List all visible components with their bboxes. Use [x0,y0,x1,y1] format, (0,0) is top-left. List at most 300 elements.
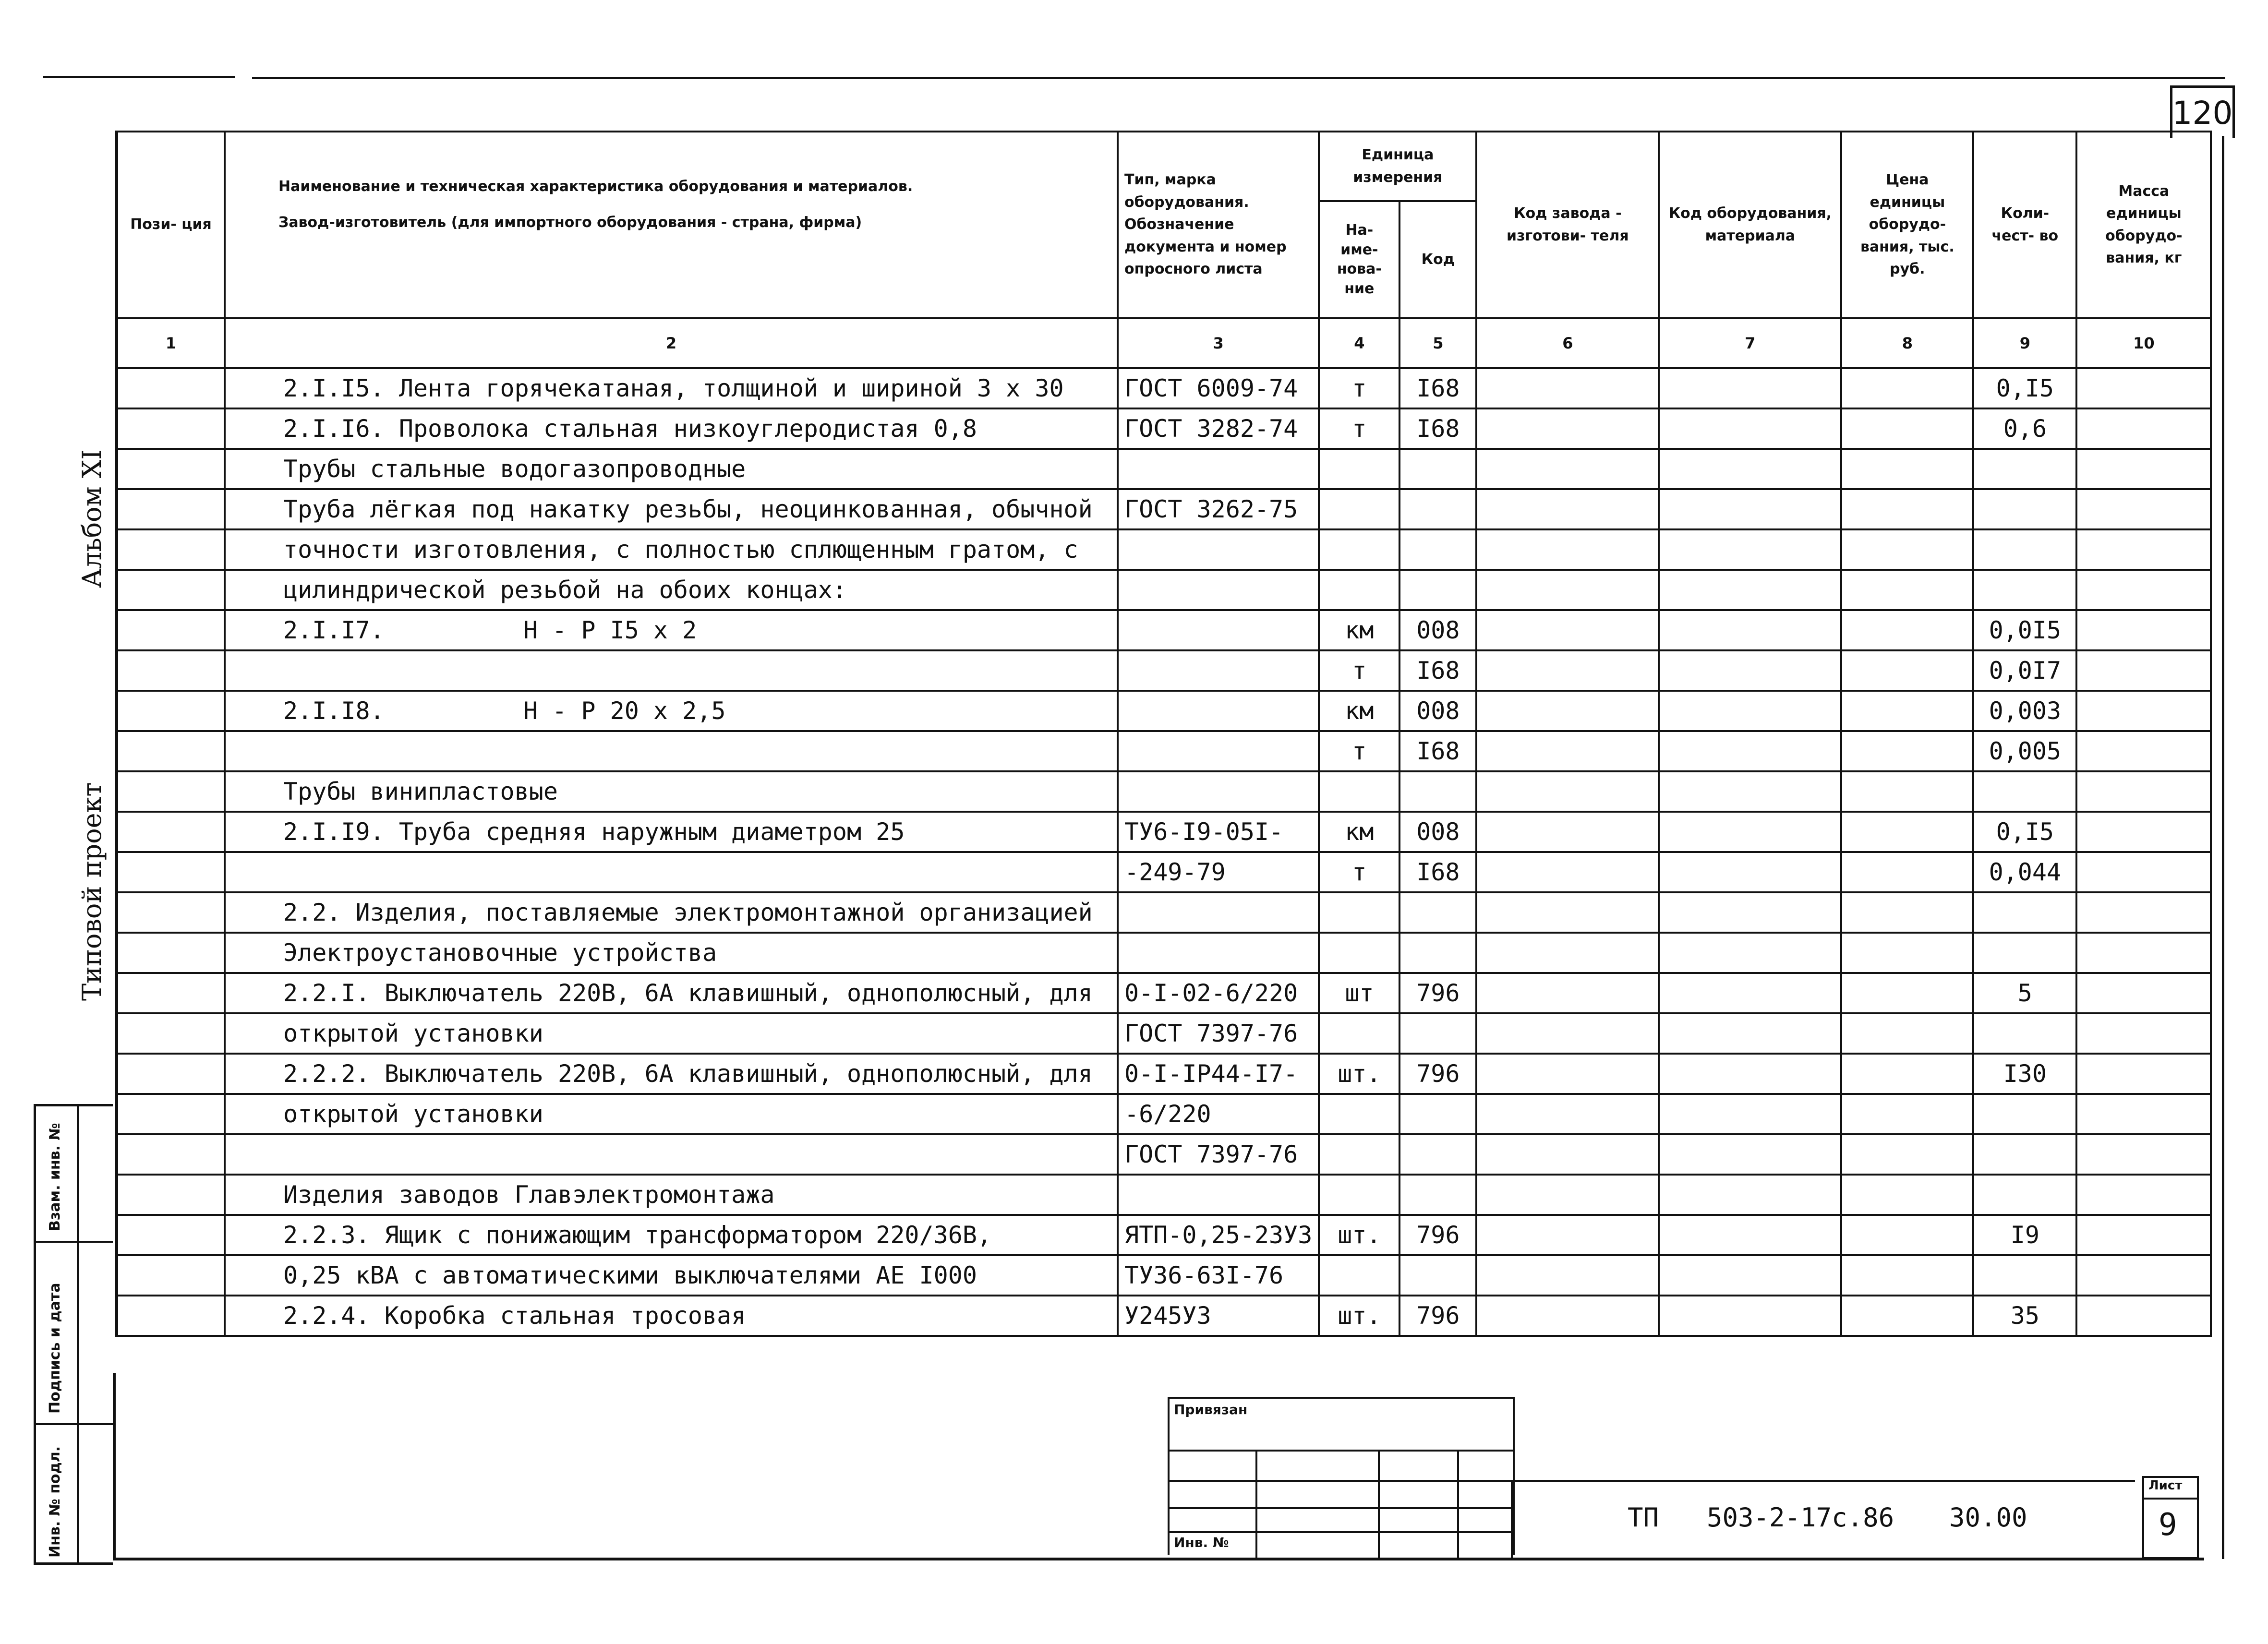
cell-mass [2076,852,2211,892]
title-block-hline [1511,1480,2135,1482]
table-row [117,771,2211,812]
cell-name [225,489,1118,529]
cell-type [1118,570,1319,610]
row-code-text: 008 [1416,697,1460,725]
row-position-number: 2.I.I7. [283,616,385,644]
cell-name [225,731,1118,771]
header-position: Пози- ция [117,132,225,318]
cell-type [1118,731,1319,771]
cell-quantity [1973,449,2076,489]
table-row [117,368,2211,408]
cell-unit [1319,1255,1399,1296]
cell-position [117,933,225,973]
cell-unit [1319,408,1399,449]
row-name-text: Электроустановочные устройства [283,939,717,967]
cell-material-code [1659,650,1841,691]
cell-position [117,691,225,731]
header-units-group [1319,132,1476,318]
header-name [225,132,1118,318]
row-name-text: Ящик с понижающим трансформатором 220/36В, [384,1221,992,1249]
cell-price [1841,408,1973,449]
sheet-number: 9 [2159,1507,2177,1543]
cell-code [1399,1215,1476,1255]
cell-type [1118,529,1319,570]
cell-unit [1319,933,1399,973]
cell-code [1399,691,1476,731]
header-unit-name: На- име- нова- ние [1320,202,1400,317]
cell-position [117,1013,225,1054]
cell-price [1841,973,1973,1013]
cell-price [1841,1054,1973,1094]
sheet-box-line [2142,1498,2199,1500]
cell-mass [2076,1296,2211,1336]
cell-price [1841,1013,1973,1054]
row-type-text: ЯТП-0,25-23У3 [1124,1221,1313,1249]
cell-material-code [1659,368,1841,408]
stamp-label-podpis: Подпись и дата [47,1283,63,1414]
table-row [117,529,2211,570]
header-unit-code: Код [1421,251,1455,268]
cell-material-code [1659,892,1841,933]
row-name-text: Выключатель 220В, 6А клавишный, однополюсный, для [384,1060,1093,1088]
cell-factory-code [1476,1175,1659,1215]
row-unit-text: т [1352,374,1367,402]
cell-type [1118,408,1319,449]
cell-code [1399,610,1476,650]
row-type-text: ТУ6-I9-05I- [1124,818,1284,846]
table-body [117,368,2211,1336]
cell-material-code [1659,973,1841,1013]
cell-mass [2076,892,2211,933]
cell-position [117,489,225,529]
cell-type [1118,368,1319,408]
cell-factory-code [1476,933,1659,973]
table-row [117,570,2211,610]
cell-mass [2076,1255,2211,1296]
cell-mass [2076,973,2211,1013]
cell-material-code [1659,1215,1841,1255]
cell-code [1399,731,1476,771]
table-row [117,1013,2211,1054]
table-row [117,408,2211,449]
row-position-number: 2.2.I. [283,979,370,1007]
row-position-number: 2.I.I6. [283,415,385,443]
cell-quantity [1973,1054,2076,1094]
stamp-label-vzam: Взам. инв. № [47,1123,63,1231]
cell-code [1399,529,1476,570]
row-unit-text: т [1352,737,1367,765]
cell-type [1118,691,1319,731]
cell-mass [2076,449,2211,489]
cell-quantity [1973,489,2076,529]
cell-factory-code [1476,691,1659,731]
table-row [117,892,2211,933]
cell-mass [2076,489,2211,529]
cell-material-code [1659,1255,1841,1296]
cell-type [1118,1134,1319,1175]
row-quantity-text: 0,I5 [1996,374,2054,402]
cell-unit [1319,1094,1399,1134]
column-number: 5 [1399,318,1476,368]
cell-factory-code [1476,1215,1659,1255]
cell-price [1841,449,1973,489]
cell-unit [1319,892,1399,933]
header-factory-code: Код завода - изготови- теля [1476,132,1659,318]
row-code-text: 008 [1416,616,1460,644]
cell-position [117,892,225,933]
row-unit-text: шт. [1338,1302,1381,1330]
row-quantity-text: 0,6 [2003,415,2047,443]
table-row [117,650,2211,691]
cell-price [1841,852,1973,892]
cell-factory-code [1476,570,1659,610]
cell-material-code [1659,610,1841,650]
column-number: 2 [225,318,1118,368]
cell-quantity [1973,1255,2076,1296]
cell-price [1841,368,1973,408]
title-block-vline [1457,1450,1459,1558]
row-name-text: точности изготовления, с полностью сплющенным гратом, с [283,536,1078,564]
privyazan-label: Привязан [1174,1402,1248,1417]
row-code-text: I68 [1416,858,1460,886]
cell-type [1118,1094,1319,1134]
sheet-label: Лист [2148,1478,2183,1493]
cell-quantity [1973,812,2076,852]
cell-quantity [1973,570,2076,610]
top-rule-right [252,77,2225,79]
cell-type [1118,852,1319,892]
table-row [117,731,2211,771]
row-name-text: открытой установки [283,1020,543,1047]
table-row [117,1296,2211,1336]
cell-code [1399,1134,1476,1175]
cell-position [117,368,225,408]
row-type-text: ГОСТ 3282-74 [1124,415,1298,443]
cell-price [1841,771,1973,812]
cell-mass [2076,570,2211,610]
row-name-text: 0,25 кВА с автоматическими выключателями АЕ I000 [283,1261,977,1289]
cell-material-code [1659,691,1841,731]
cell-material-code [1659,529,1841,570]
row-quantity-text: 0,005 [1989,737,2062,765]
cell-unit [1319,1054,1399,1094]
row-quantity-text: 0,I5 [1996,818,2054,846]
cell-quantity [1973,1134,2076,1175]
title-block-line [1168,1507,1513,1509]
cell-unit [1319,489,1399,529]
side-label-album: Альбом XI [77,449,107,588]
table-row [117,489,2211,529]
doc-prefix: ТП [1628,1502,1659,1533]
cell-quantity [1973,852,2076,892]
row-type-text: -249-79 [1124,858,1226,886]
cell-factory-code [1476,1054,1659,1094]
cell-unit [1319,1296,1399,1336]
row-quantity-text: I9 [2010,1221,2039,1249]
cell-type [1118,933,1319,973]
table-row [117,1134,2211,1175]
table-row [117,1175,2211,1215]
cell-quantity [1973,691,2076,731]
cell-mass [2076,650,2211,691]
cell-position [117,1054,225,1094]
cell-factory-code [1476,1134,1659,1175]
row-name-text: Трубы винипластовые [283,778,558,805]
cell-unit [1319,1013,1399,1054]
cell-material-code [1659,1054,1841,1094]
cell-name [225,368,1118,408]
title-block-line [1168,1531,1513,1533]
row-name-text: цилиндрической резьбой на обоих концах: [283,576,847,604]
cell-material-code [1659,812,1841,852]
cell-name [225,570,1118,610]
cell-type [1118,1296,1319,1336]
cell-type [1118,1013,1319,1054]
row-quantity-text: 0,0I5 [1989,616,2062,644]
table-row [117,610,2211,650]
cell-unit [1319,731,1399,771]
cell-factory-code [1476,973,1659,1013]
cell-code [1399,408,1476,449]
column-numbers-row [117,318,2211,368]
header-type: Тип, марка оборудования. Обозначение документа и номер опросного листа [1118,132,1319,318]
cell-unit [1319,812,1399,852]
cell-unit [1319,1175,1399,1215]
cell-code [1399,1296,1476,1336]
cell-name [225,650,1118,691]
row-name-text: Н - Р 20 х 2,5 [523,697,726,725]
cell-quantity [1973,610,2076,650]
cell-price [1841,812,1973,852]
cell-material-code [1659,731,1841,771]
cell-name [225,1013,1118,1054]
cell-material-code [1659,449,1841,489]
cell-material-code [1659,1175,1841,1215]
cell-mass [2076,1134,2211,1175]
header-material-code: Код оборудования, материала [1659,132,1841,318]
row-type-text: ГОСТ 7397-76 [1124,1140,1298,1168]
cell-mass [2076,610,2211,650]
cell-material-code [1659,852,1841,892]
row-type-text: У245У3 [1124,1302,1211,1330]
cell-type [1118,650,1319,691]
row-position-number: 2.I.I9. [283,818,385,846]
cell-material-code [1659,489,1841,529]
cell-quantity [1973,933,2076,973]
cell-price [1841,1094,1973,1134]
table-row [117,933,2211,973]
row-name-text: Выключатель 220В, 6А клавишный, однополюсный, для [384,979,1093,1007]
table-row [117,1054,2211,1094]
specification-table [115,131,2212,1337]
row-type-text: ТУ36-63I-76 [1124,1261,1284,1289]
cell-mass [2076,771,2211,812]
cell-price [1841,1175,1973,1215]
header-name-line1: Наименование и техническая характеристика оборудования и материалов. [278,178,913,195]
cell-mass [2076,1094,2211,1134]
cell-position [117,1296,225,1336]
row-name-text: Проволока стальная низкоуглеродистая 0,8 [398,415,977,443]
inv-no-label: Инв. № [1174,1535,1229,1550]
cell-unit [1319,1215,1399,1255]
cell-type [1118,771,1319,812]
cell-type [1118,973,1319,1013]
column-number: 6 [1476,318,1659,368]
row-code-text: I68 [1416,374,1460,402]
cell-position [117,1215,225,1255]
cell-price [1841,1296,1973,1336]
row-name-text: Лента горячекатаная, толщиной и шириной 3 х 30 [398,374,1064,402]
row-type-text: -6/220 [1124,1100,1211,1128]
cell-mass [2076,933,2211,973]
cell-name [225,771,1118,812]
cell-position [117,771,225,812]
cell-unit [1319,973,1399,1013]
cell-factory-code [1476,892,1659,933]
side-label-project: Типовой проект [77,782,107,1001]
cell-quantity [1973,771,2076,812]
column-number: 1 [117,318,225,368]
row-name-text: Коробка стальная тросовая [384,1302,746,1330]
table-header-row [117,132,2211,318]
cell-name [225,1296,1118,1336]
cell-quantity [1973,1094,2076,1134]
cell-material-code [1659,408,1841,449]
cell-price [1841,892,1973,933]
cell-position [117,1255,225,1296]
doc-section: 30.00 [1949,1502,2027,1533]
table-row [117,812,2211,852]
cell-factory-code [1476,610,1659,650]
cell-code [1399,368,1476,408]
cell-material-code [1659,933,1841,973]
cell-name [225,1054,1118,1094]
cell-unit [1319,1134,1399,1175]
cell-code [1399,1054,1476,1094]
row-code-text: 796 [1416,1221,1460,1249]
cell-code [1399,489,1476,529]
cell-position [117,812,225,852]
stamp-divider [36,1241,113,1243]
column-number: 7 [1659,318,1841,368]
cell-position [117,449,225,489]
cell-mass [2076,812,2211,852]
row-type-text: ГОСТ 7397-76 [1124,1020,1298,1047]
cell-position [117,1094,225,1134]
row-unit-text: км [1345,616,1374,644]
table-row [117,973,2211,1013]
cell-name [225,1175,1118,1215]
title-block-line [1168,1450,1513,1452]
cell-quantity [1973,529,2076,570]
cell-code [1399,1175,1476,1215]
cell-factory-code [1476,771,1659,812]
cell-name [225,1094,1118,1134]
cell-code [1399,892,1476,933]
row-quantity-text: 0,0I7 [1989,657,2062,684]
row-position-number: 2.2.4. [283,1302,370,1330]
cell-type [1118,812,1319,852]
cell-name [225,1134,1118,1175]
row-position-number: 2.I.I5. [283,374,385,402]
cell-name [225,852,1118,892]
cell-factory-code [1476,368,1659,408]
row-name-text: Труба средняя наружным диаметром 25 [398,818,905,846]
row-quantity-text: 35 [2010,1302,2039,1330]
cell-factory-code [1476,650,1659,691]
cell-factory-code [1476,1255,1659,1296]
cell-unit [1319,852,1399,892]
row-type-text: 0-I-02-6/220 [1124,979,1298,1007]
cell-factory-code [1476,408,1659,449]
row-unit-text: т [1352,415,1367,443]
cell-name [225,892,1118,933]
title-block-line [1168,1480,1513,1482]
cell-type [1118,1054,1319,1094]
cell-material-code [1659,1013,1841,1054]
row-position-number: 2.2. [283,899,341,926]
cell-quantity [1973,1215,2076,1255]
cell-mass [2076,691,2211,731]
header-quantity: Коли- чест- во [1973,132,2076,318]
table-row [117,691,2211,731]
cell-material-code [1659,1094,1841,1134]
row-position-number: 2.I.I8. [283,697,385,725]
row-unit-text: шт. [1338,1221,1381,1249]
cell-mass [2076,408,2211,449]
cell-code [1399,570,1476,610]
row-name-text: Н - Р I5 х 2 [523,616,697,644]
cell-name [225,933,1118,973]
cell-factory-code [1476,731,1659,771]
cell-price [1841,570,1973,610]
row-code-text: I68 [1416,657,1460,684]
cell-type [1118,610,1319,650]
cell-mass [2076,368,2211,408]
row-code-text: 796 [1416,979,1460,1007]
table-row [117,449,2211,489]
header-units-grid [1320,132,1475,317]
cell-factory-code [1476,1094,1659,1134]
cell-name [225,408,1118,449]
cell-material-code [1659,1296,1841,1336]
row-name-text: Изделия заводов Главэлектромонтажа [283,1181,775,1209]
cell-factory-code [1476,529,1659,570]
cell-material-code [1659,771,1841,812]
row-type-text: ГОСТ 6009-74 [1124,374,1298,402]
cell-code [1399,1255,1476,1296]
cell-factory-code [1476,449,1659,489]
cell-quantity [1973,1175,2076,1215]
cell-code [1399,812,1476,852]
table-row [117,1255,2211,1296]
row-code-text: 796 [1416,1302,1460,1330]
cell-code [1399,449,1476,489]
cell-name [225,610,1118,650]
cell-unit [1319,449,1399,489]
cell-price [1841,650,1973,691]
cell-position [117,570,225,610]
stamp-divider [36,1423,113,1425]
cell-unit [1319,368,1399,408]
cell-name [225,529,1118,570]
row-position-number: 2.2.3. [283,1221,370,1249]
cell-code [1399,852,1476,892]
cell-factory-code [1476,1013,1659,1054]
cell-code [1399,1094,1476,1134]
cell-quantity [1973,973,2076,1013]
column-number: 9 [1973,318,2076,368]
